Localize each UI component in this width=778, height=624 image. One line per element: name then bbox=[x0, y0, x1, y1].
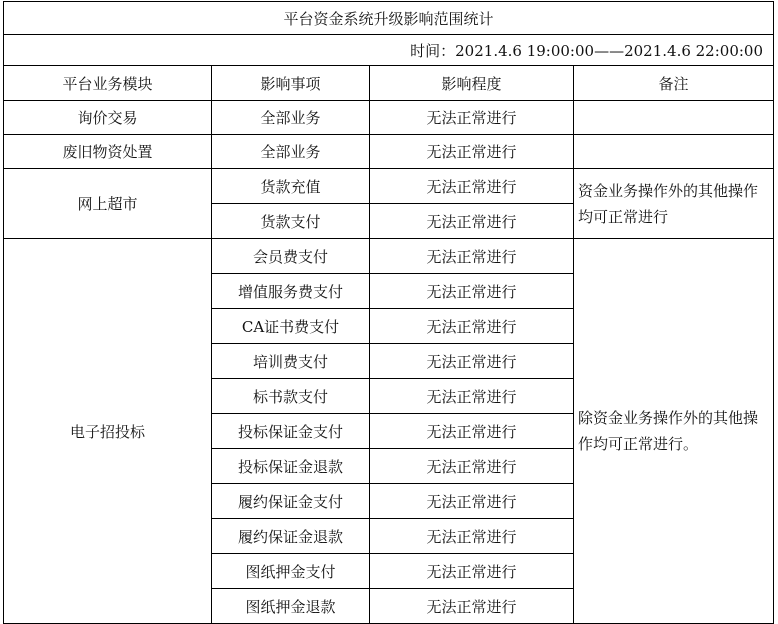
item-cell: 会员费支付 bbox=[212, 239, 370, 274]
time-range bbox=[4, 35, 774, 66]
header-module: 平台业务模块 bbox=[4, 66, 212, 101]
item-cell: 图纸押金支付 bbox=[212, 554, 370, 589]
item-cell: 标书款支付 bbox=[212, 379, 370, 414]
item-cell: 培训费支付 bbox=[212, 344, 370, 379]
impact-cell: 无法正常进行 bbox=[370, 239, 574, 274]
header-item: 影响事项 bbox=[212, 66, 370, 101]
item-cell: CA证书费支付 bbox=[212, 309, 370, 344]
note-cell: 资金业务操作外的其他操作均可正常进行 bbox=[574, 169, 774, 239]
impact-cell: 无法正常进行 bbox=[370, 589, 574, 624]
time-end: 2021.4.6 22:00:00 bbox=[624, 41, 764, 60]
module-cell: 询价交易 bbox=[4, 101, 212, 135]
header-note: 备注 bbox=[574, 66, 774, 101]
impact-cell: 无法正常进行 bbox=[370, 169, 574, 204]
impact-table bbox=[3, 1, 774, 624]
table-row bbox=[4, 135, 774, 169]
item-cell: 货款充值 bbox=[212, 169, 370, 204]
impact-cell: 无法正常进行 bbox=[370, 309, 574, 344]
table-row bbox=[4, 169, 774, 204]
module-cell: 废旧物资处置 bbox=[4, 135, 212, 169]
time-separator: —— bbox=[594, 41, 625, 60]
impact-cell: 无法正常进行 bbox=[370, 204, 574, 239]
impact-cell: 无法正常进行 bbox=[370, 484, 574, 519]
impact-cell: 无法正常进行 bbox=[370, 135, 574, 169]
item-cell: 投标保证金支付 bbox=[212, 414, 370, 449]
impact-cell: 无法正常进行 bbox=[370, 379, 574, 414]
table-title: 平台资金系统升级影响范围统计 bbox=[4, 2, 774, 35]
item-cell: 全部业务 bbox=[212, 101, 370, 135]
header-impact: 影响程度 bbox=[370, 66, 574, 101]
impact-cell: 无法正常进行 bbox=[370, 344, 574, 379]
time-start: 2021.4.6 19:00:00 bbox=[455, 41, 595, 60]
item-cell: 全部业务 bbox=[212, 135, 370, 169]
header-row bbox=[4, 66, 774, 101]
item-cell: 货款支付 bbox=[212, 204, 370, 239]
note-cell: 除资金业务操作外的其他操作均可正常进行。 bbox=[574, 239, 774, 624]
item-cell: 履约保证金支付 bbox=[212, 484, 370, 519]
impact-cell: 无法正常进行 bbox=[370, 274, 574, 309]
impact-statistics-sheet bbox=[3, 1, 774, 624]
impact-cell: 无法正常进行 bbox=[370, 519, 574, 554]
impact-cell: 无法正常进行 bbox=[370, 449, 574, 484]
table-row bbox=[4, 101, 774, 135]
item-cell: 增值服务费支付 bbox=[212, 274, 370, 309]
item-cell: 图纸押金退款 bbox=[212, 589, 370, 624]
impact-cell: 无法正常进行 bbox=[370, 414, 574, 449]
item-cell: 投标保证金退款 bbox=[212, 449, 370, 484]
module-cell: 网上超市 bbox=[4, 169, 212, 239]
item-cell: 履约保证金退款 bbox=[212, 519, 370, 554]
impact-cell: 无法正常进行 bbox=[370, 101, 574, 135]
note-cell bbox=[574, 135, 774, 169]
note-cell bbox=[574, 101, 774, 135]
module-cell: 电子招投标 bbox=[4, 239, 212, 624]
impact-cell: 无法正常进行 bbox=[370, 554, 574, 589]
time-label: 时间： bbox=[410, 41, 456, 60]
table-row bbox=[4, 239, 774, 274]
